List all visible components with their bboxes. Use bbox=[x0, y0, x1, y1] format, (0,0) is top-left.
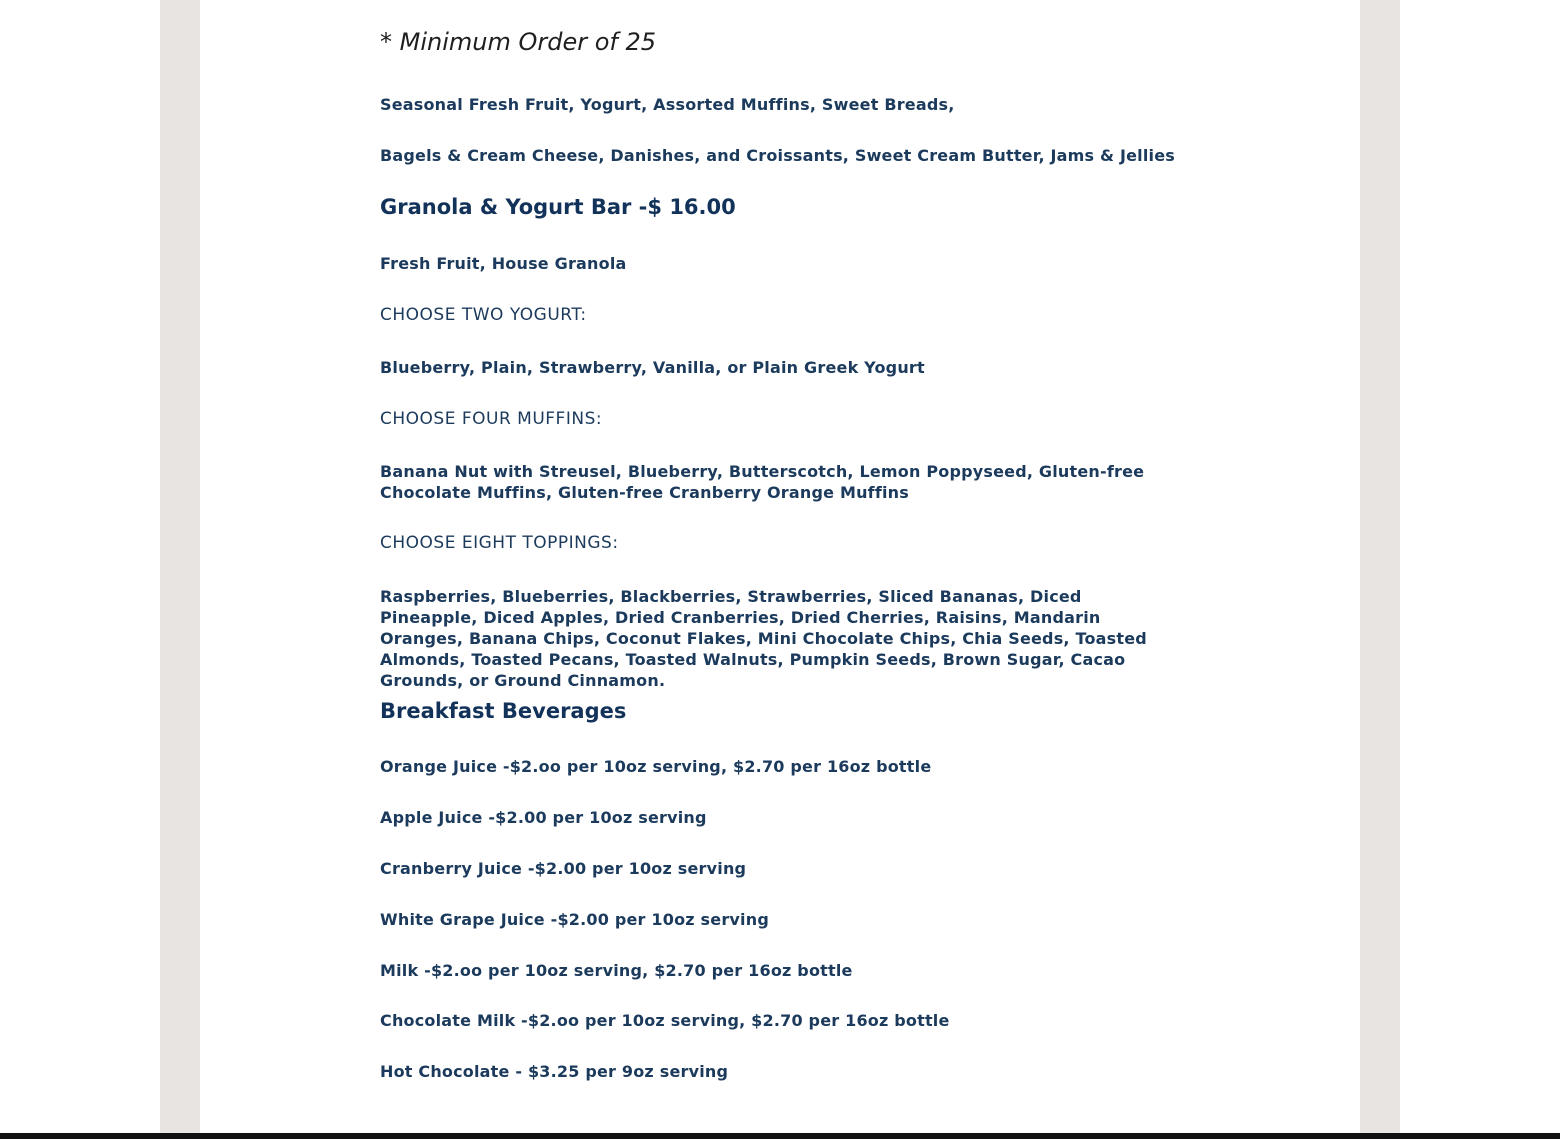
continental-items-line-1: Seasonal Fresh Fruit, Yogurt, Assorted Muffins, Sweet Breads, bbox=[380, 95, 955, 114]
yogurt-heading: CHOOSE TWO YOGURT: bbox=[380, 305, 587, 325]
muffins-heading: CHOOSE FOUR MUFFINS: bbox=[380, 409, 603, 429]
minimum-order-note: * Minimum Order of 25 bbox=[380, 28, 657, 56]
beverage-item: Cranberry Juice -$2.00 per 10oz serving bbox=[380, 859, 747, 878]
beverage-item: Milk -$2.oo per 10oz serving, $2.70 per 16oz bottle bbox=[380, 961, 853, 980]
right-side-band bbox=[1360, 0, 1400, 1133]
granola-base-items: Fresh Fruit, House Granola bbox=[380, 254, 627, 273]
toppings-heading: CHOOSE EIGHT TOPPINGS: bbox=[380, 533, 619, 553]
beverage-item: Hot Chocolate - $3.25 per 9oz serving bbox=[380, 1062, 729, 1081]
toppings-options: Raspberries, Blueberries, Blackberries, Strawberries, Sliced Bananas, Diced Pineapple, Diced Apples, Dried Cranberries, Dried Cherries, Raisins, Mandarin Oranges, Banana Chips, Coconut Flakes, Mini Chocolate Chips, Chia Seeds, Toasted Almonds, Toasted Pecans, Toasted Walnuts, Pumpkin Seeds, Brown Sugar, Cacao Grounds, or Ground Cinnamon. bbox=[380, 587, 1147, 690]
beverage-item: Apple Juice -$2.00 per 10oz serving bbox=[380, 808, 707, 827]
continental-items-line-2: Bagels & Cream Cheese, Danishes, and Croissants, Sweet Cream Butter, Jams & Jellies bbox=[380, 146, 1175, 165]
left-side-band bbox=[160, 0, 200, 1133]
beverages-title: Breakfast Beverages bbox=[380, 699, 627, 723]
beverage-item: Orange Juice -$2.oo per 10oz serving, $2.70 per 16oz bottle bbox=[380, 757, 932, 776]
granola-bar-title: Granola & Yogurt Bar -$ 16.00 bbox=[380, 195, 736, 219]
menu-page bbox=[200, 0, 1360, 1133]
yogurt-options: Blueberry, Plain, Strawberry, Vanilla, or Plain Greek Yogurt bbox=[380, 358, 925, 377]
bottom-bar bbox=[0, 1133, 1560, 1139]
muffins-options: Banana Nut with Streusel, Blueberry, Butterscotch, Lemon Poppyseed, Gluten-free Chocolate Muffins, Gluten-free Cranberry Orange Muffins bbox=[380, 462, 1145, 502]
beverage-item: White Grape Juice -$2.00 per 10oz serving bbox=[380, 910, 769, 929]
beverage-item: Chocolate Milk -$2.oo per 10oz serving, $2.70 per 16oz bottle bbox=[380, 1011, 950, 1030]
